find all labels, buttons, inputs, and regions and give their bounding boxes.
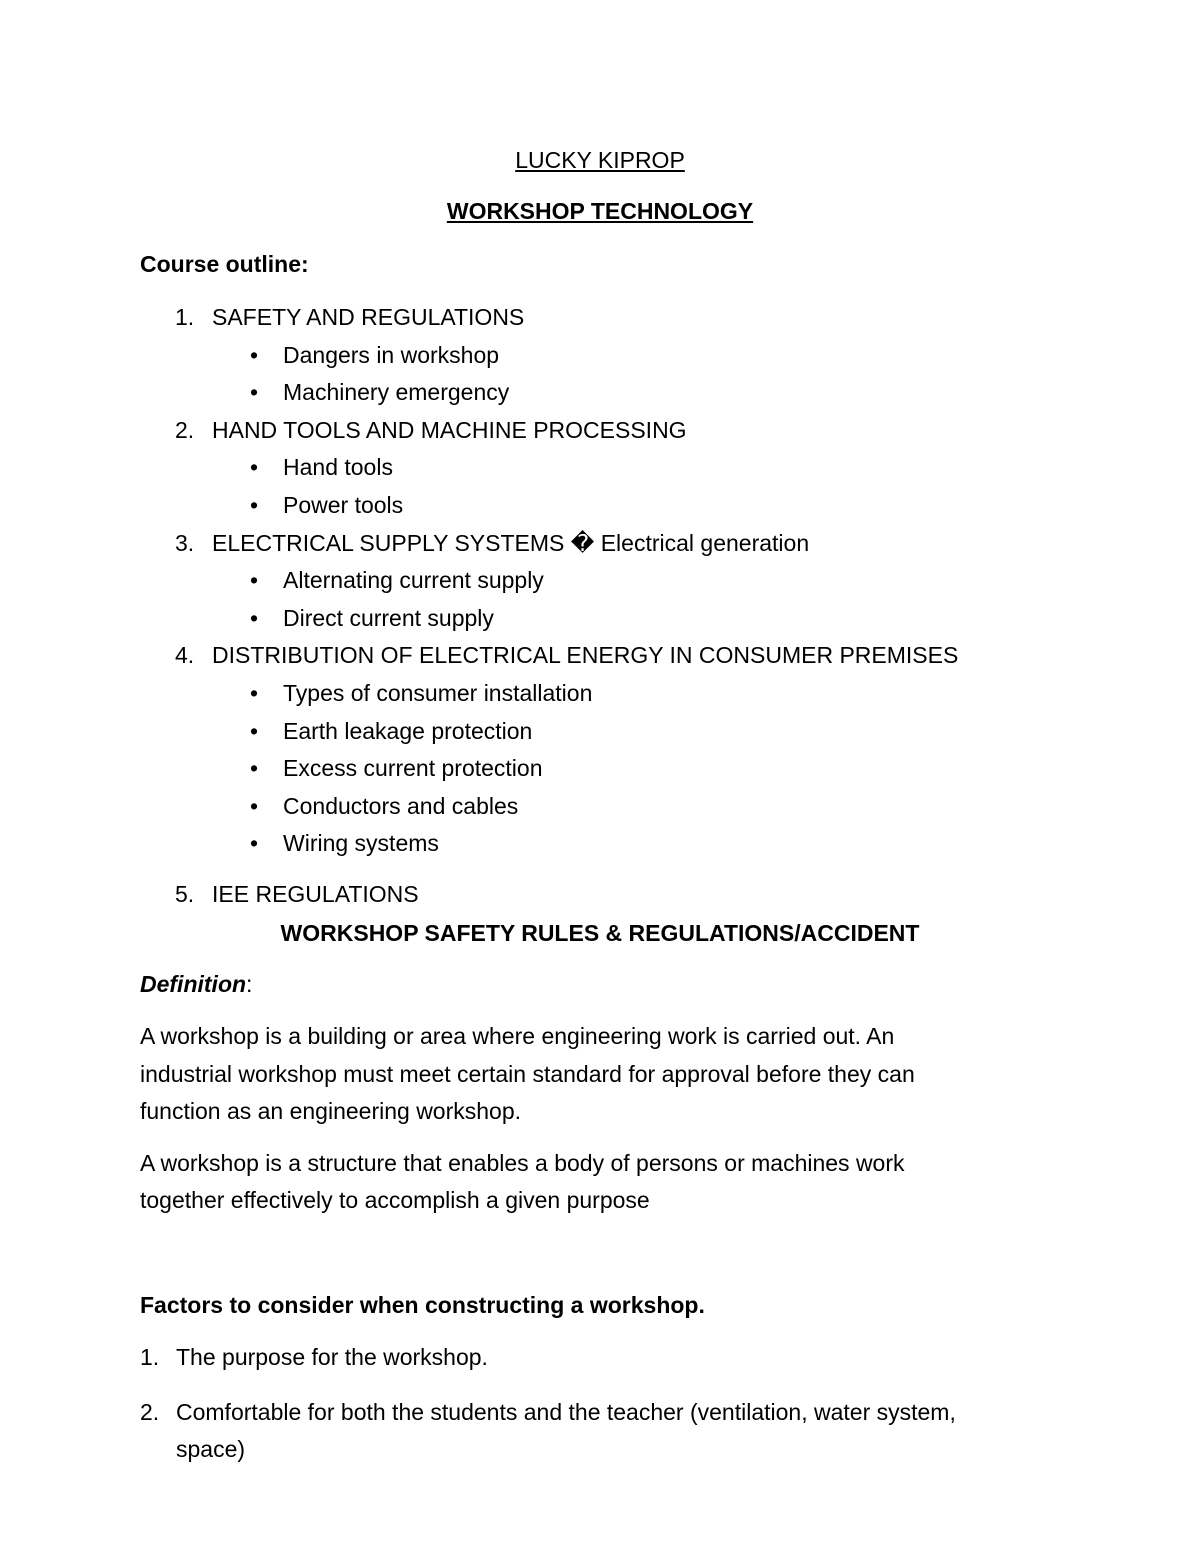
list-item: Direct current supply: [283, 605, 494, 631]
bullet-icon: •: [250, 680, 259, 706]
factor-1-text: The purpose for the workshop.: [176, 1344, 488, 1370]
section-5-title: IEE REGULATIONS: [212, 881, 419, 907]
bullet-icon: •: [250, 793, 259, 819]
bullet-icon: •: [250, 755, 259, 781]
bullet-icon: •: [250, 492, 259, 518]
bullet-icon: •: [250, 379, 259, 405]
list-item: Types of consumer installation: [283, 680, 593, 706]
section-4-title: DISTRIBUTION OF ELECTRICAL ENERGY IN CONSUMER PREMISES: [212, 642, 959, 668]
bullet-icon: •: [250, 718, 259, 744]
paragraph-line: function as an engineering workshop.: [140, 1098, 522, 1124]
definition-label: [140, 969, 252, 999]
factor-2-text: Comfortable for both the students and the teacher (ventilation, water system,: [176, 1399, 956, 1425]
paragraph-line: together effectively to accomplish a given purpose: [140, 1187, 650, 1213]
section-1-number: 1.: [175, 304, 195, 330]
section-3-number: 3.: [175, 530, 195, 556]
bullet-icon: •: [250, 567, 259, 593]
list-item: Earth leakage protection: [283, 718, 533, 744]
definition-label-text: Definition: [140, 971, 247, 997]
list-item: Wiring systems: [283, 830, 439, 856]
section-4-number: 4.: [175, 642, 195, 668]
section-1-title: SAFETY AND REGULATIONS: [212, 304, 525, 330]
paragraph-line: A workshop is a structure that enables a body of persons or machines work: [140, 1150, 905, 1176]
factors-heading: Factors to consider when constructing a workshop.: [140, 1292, 705, 1318]
author-name: LUCKY KIPROP: [515, 147, 685, 173]
list-item: Power tools: [283, 492, 404, 518]
paragraph-line: industrial workshop must meet certain standard for approval before they can: [140, 1061, 915, 1087]
paragraph-line: A workshop is a building or area where engineering work is carried out. An: [140, 1023, 895, 1049]
course-outline-heading: Course outline:: [140, 251, 309, 277]
safety-heading: WORKSHOP SAFETY RULES & REGULATIONS/ACCIDENT: [280, 920, 920, 946]
section-5-number: 5.: [175, 881, 195, 907]
bullet-icon: •: [250, 454, 259, 480]
list-item: Dangers in workshop: [283, 342, 500, 368]
bullet-icon: •: [250, 605, 259, 631]
bullet-icon: •: [250, 342, 259, 368]
factor-1-number: 1.: [140, 1344, 160, 1370]
definition-colon: :: [246, 971, 253, 997]
section-2-title: HAND TOOLS AND MACHINE PROCESSING: [212, 417, 687, 443]
section-3-title: ELECTRICAL SUPPLY SYSTEMS � Electrical generation: [212, 530, 810, 556]
list-item: Conductors and cables: [283, 793, 519, 819]
section-2-number: 2.: [175, 417, 195, 443]
list-item: Hand tools: [283, 454, 393, 480]
factor-2-text-continued: space): [176, 1436, 246, 1462]
course-title: WORKSHOP TECHNOLOGY: [446, 198, 754, 224]
list-item: Excess current protection: [283, 755, 543, 781]
list-item: Alternating current supply: [283, 567, 544, 593]
bullet-icon: •: [250, 830, 259, 856]
list-item: Machinery emergency: [283, 379, 510, 405]
factor-2-number: 2.: [140, 1399, 160, 1425]
